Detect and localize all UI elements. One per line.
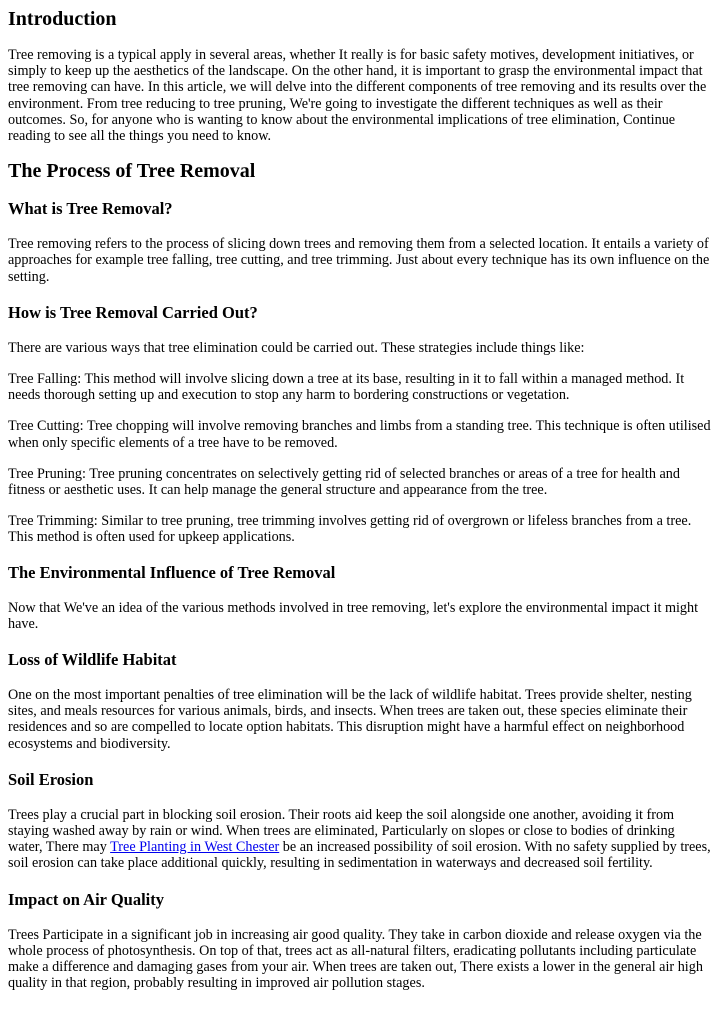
heading-what-is-tree-removal: What is Tree Removal? [8,199,173,219]
heading-soil-erosion: Soil Erosion [8,769,94,789]
paragraph-how-intro: There are various ways that tree elimination could be carried out. These strategies include things like: [8,339,585,356]
soil-text-after-link: be an increased possibility of soil erosion. With no safety supplied by trees, soil erosion can take place additional quickly, resulting in sedimentation in waterways and decreased soil fertility. [8,839,711,872]
heading-environmental-influence: The Environmental Influence of Tree Removal [8,562,336,582]
paragraph-tree-cutting: Tree Cutting: Tree chopping will involve removing branches and limbs from a standing tree. This technique is often utilised when only specific elements of a tree have to be removed. [8,418,711,451]
heading-process-of-tree-removal: The Process of Tree Removal [8,160,256,183]
heading-impact-on-air-quality: Impact on Air Quality [8,889,165,909]
paragraph-environmental-influence: Now that We've an idea of the various methods involved in tree removing, let's explore the environmental impact it might have. [8,599,699,632]
heading-how-is-tree-removal-carried-out: How is Tree Removal Carried Out? [8,302,258,322]
article [0,7,720,992]
paragraph-tree-falling: Tree Falling: This method will involve slicing down a tree at its base, resulting in it to fall within a managed method. It needs thorough setting up and execution to stop any harm to bordering constructions or vegetation. [8,371,685,404]
heading-loss-of-wildlife-habitat: Loss of Wildlife Habitat [8,650,177,670]
heading-introduction: Introduction [8,8,117,30]
paragraph-tree-trimming: Tree Trimming: Similar to tree pruning, tree trimming involves getting rid of overgrown or lifeless branches from a tree. This method is often used for upkeep applications. [8,513,692,546]
paragraph-loss-of-wildlife-habitat: One on the most important penalties of tree elimination will be the lack of wildlife habitat. Trees provide shelter, nesting sites, and meals resources for various animals, birds, and insects. When trees are taken out, these species eliminate their residences and so are compelled to locate option habitats. This disruption might have a harmful effect on neighborhood ecosystems and biodiversity. [8,687,692,752]
paragraph-impact-on-air-quality: Trees Participate in a significant job in increasing air good quality. They take in carbon dioxide and release oxygen via the whole process of photosynthesis. On top of that, trees act as all-natural filters, eradicating pollutants including particulate make a difference and damaging gases from your air. When trees are taken out, There exists a lower in the general air high quality in that region, probably resulting in improved air pollution stages. [8,926,703,992]
paragraph-soil-erosion [8,807,712,872]
soil-text-before-link: Trees play a crucial part in blocking soil erosion. Their roots aid keep the soil alongside one another, avoiding it from staying washed away by rain or wind. When trees are eliminated, Particularly on slopes or close to bodies of drinking water, There may [8,806,675,856]
paragraph-what-is-tree-removal: Tree removing refers to the process of slicing down trees and removing them from a selected location. It entails a variety of approaches for example tree falling, tree cutting, and tree trimming. Just about every technique has its own influence on the setting. [8,236,710,285]
paragraph-introduction: Tree removing is a typical apply in several areas, whether It really is for basic safety motives, development initiatives, or simply to keep up the aesthetics of the landscape. On the other hand, it is important to grasp the environmental impact that tree removing can have. In this article, we will delve into the different components of tree removing and its results over the environment. From tree reducing to tree pruning, We're going to investigate the different techniques as well as their outcomes. So, for anyone who is wanting to know about the environmental implications of tree elimination, Continue reading to see all the things you need to know. [8,47,707,145]
tree-planting-link[interactable]: Tree Planting in West Chester [110,839,280,856]
paragraph-tree-pruning: Tree Pruning: Tree pruning concentrates on selectively getting rid of selected branches or areas of a tree for health and fitness or aesthetic uses. It can help manage the general structure and appearance from the tree. [8,465,680,499]
